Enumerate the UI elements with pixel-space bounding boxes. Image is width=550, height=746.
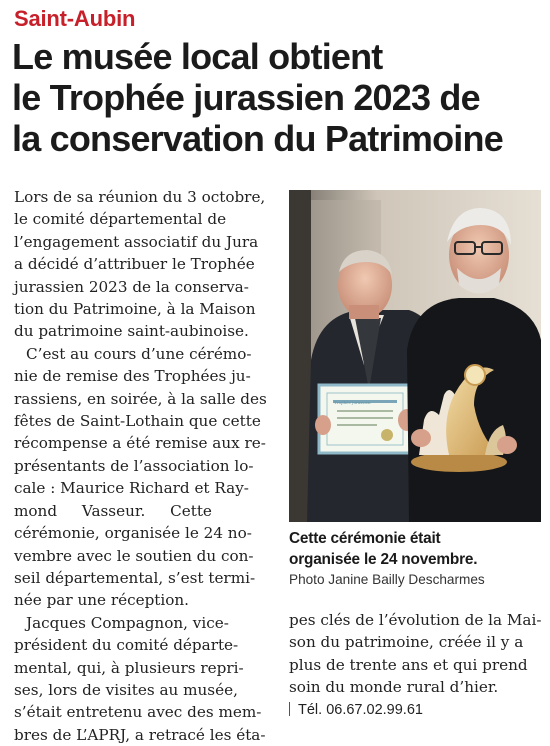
headline-line: le Trophée jurassien 2023 de — [12, 77, 480, 118]
left-column — [14, 186, 276, 746]
body-line: Lors de sa réunion du 3 octobre, — [14, 188, 266, 206]
body-line: soin du monde rural d’hier. — [289, 678, 499, 697]
telephone-number: Tél. 06.67.02.99.61 — [298, 701, 423, 718]
photo-illustration — [289, 190, 541, 522]
photo-caption — [289, 528, 541, 590]
body-line: ses, lors de visites au musée, — [14, 680, 238, 699]
body-line: bres de L’APRJ, a retracé les éta- — [14, 725, 266, 744]
body-line: seil départemental, s’est termi- — [14, 568, 256, 587]
separator-bar — [289, 702, 290, 716]
photo-credit: Photo Janine Bailly Descharmes — [289, 572, 485, 587]
body-line: récompense a été remise aux re- — [14, 434, 266, 453]
body-line: mond Vasseur. Cette — [14, 501, 212, 520]
body-line: président du comité départe- — [14, 636, 239, 655]
body-line: nie de remise des Trophées ju- — [14, 367, 251, 386]
body-line: plus de trente ans et qui prend — [289, 655, 528, 674]
body-line: née par une réception. — [14, 591, 190, 610]
right-column — [289, 609, 542, 721]
body-line: du patrimoine saint-aubinoise. — [14, 322, 249, 341]
headline — [12, 36, 542, 159]
body-line: le comité départemental de — [14, 210, 227, 229]
certificate-label: Trophée jurassien — [334, 400, 371, 405]
body-line: rassiens, en soirée, à la salle des — [14, 389, 267, 408]
body-line: mental, qui, à plusieurs repri- — [14, 658, 244, 677]
caption-line: organisée le 24 novembre. — [289, 551, 478, 568]
body-line: cale : Maurice Richard et Ray- — [14, 479, 249, 498]
section-kicker: Saint-Aubin — [14, 6, 136, 31]
body-line: jurassien 2023 de la conserva- — [14, 277, 249, 296]
body-line: C’est au cours d’une cérémo- — [26, 344, 252, 363]
headline-line: la conservation du Patrimoine — [12, 118, 503, 159]
body-line: vembre avec le soutien du con- — [14, 546, 254, 565]
telephone-line — [289, 699, 539, 721]
certificate — [315, 385, 416, 453]
body-line: présentants de l’association lo- — [14, 456, 254, 475]
body-line: s’était entretenu avec des mem- — [14, 703, 262, 722]
caption-line: Cette cérémonie était — [289, 530, 441, 547]
body-line: fêtes de Saint-Lothain que cette — [14, 412, 261, 431]
body-line: son du patrimoine, créée il y a — [289, 633, 524, 652]
body-line: pes clés de l’évolution de la Mai- — [289, 611, 542, 629]
body-line: Jacques Compagnon, vice- — [26, 613, 229, 632]
headline-line: Le musée local obtient — [12, 36, 383, 77]
article-photo — [289, 190, 541, 522]
body-line: cérémonie, organisée le 24 no- — [14, 524, 252, 543]
body-line: l’engagement associatif du Jura — [14, 232, 259, 251]
body-line: a décidé d’attribuer le Trophée — [14, 255, 255, 274]
body-line: tion du Patrimoine, à la Maison — [14, 300, 256, 319]
